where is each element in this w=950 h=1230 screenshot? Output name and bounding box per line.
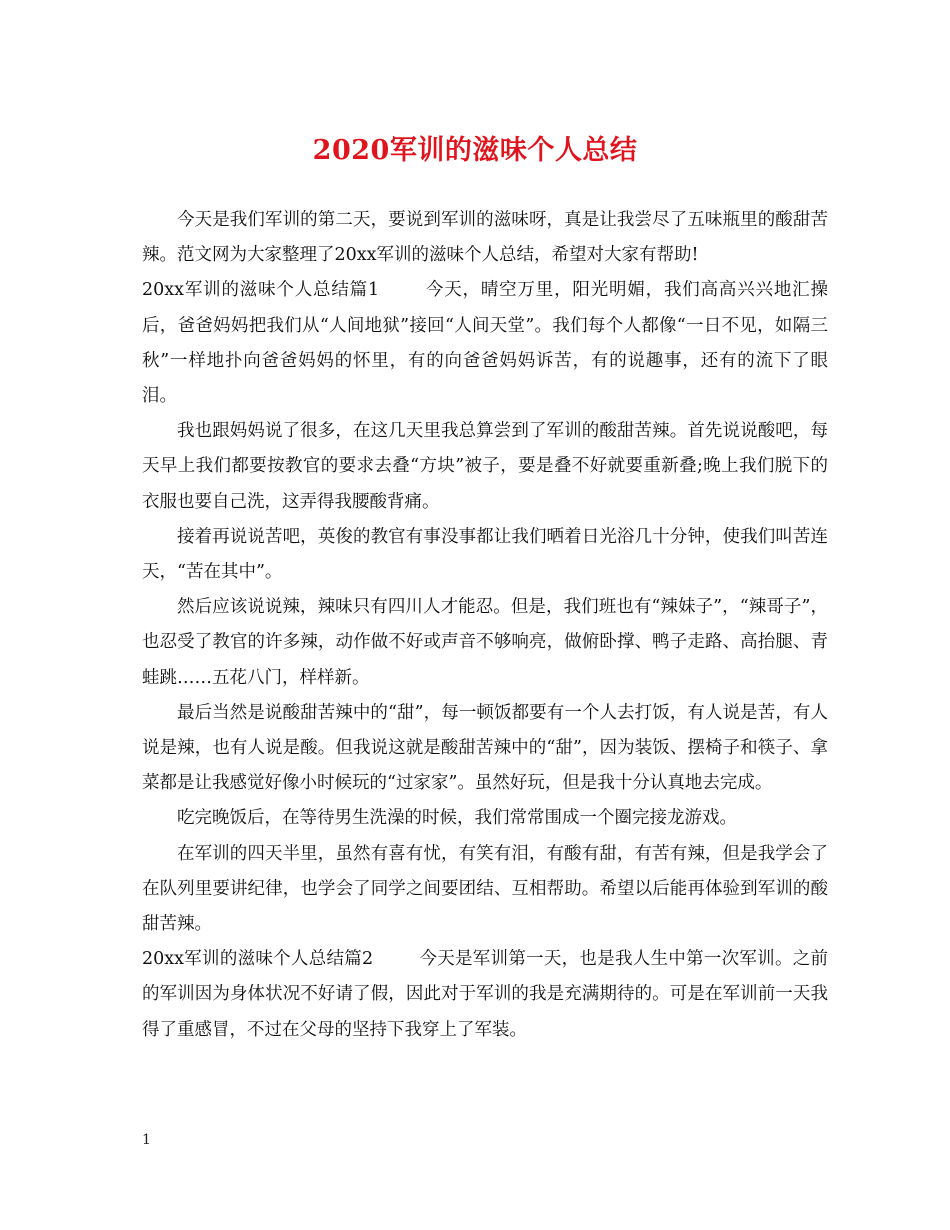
paragraph [142, 942, 828, 1048]
paragraph [142, 801, 828, 836]
paragraph [142, 590, 828, 696]
page-number: 1 [142, 1132, 151, 1148]
document-body [142, 203, 828, 1048]
paragraph-text: 在军训的四天半里，虽然有喜有忧，有笑有泪，有酸有甜，有苦有辣，但是我学会了在队列里要讲纪律，也学会了同学之间要团结、互相帮助。希望以后能再体验到军训的酸甜苦辣。 [142, 843, 828, 935]
document-title: 2020军训的滋味个人总结 [312, 135, 638, 166]
paragraph [142, 273, 828, 414]
paragraph [142, 837, 828, 943]
paragraph-text: 今天是军训第一天，也是我人生中第一次军训。之前的军训因为身体状况不好请了假，因此对于军训的我是充满期待的。可是在军训前一天我得了重感冒，不过在父母的坚持下我穿上了军装。 [142, 949, 829, 1040]
paragraph [142, 696, 828, 802]
paragraph [142, 414, 828, 520]
paragraph-text: 今天，晴空万里，阳光明媚，我们高高兴兴地汇操后，爸爸妈妈把我们从“人间地狱”接回“人间天堂”。我们每个人都像“一日不见，如隔三秋”一样地扑向爸爸妈妈的怀里，有的向爸爸妈妈诉苦，有的说趣事，还有的流下了眼泪。 [142, 280, 828, 407]
paragraph-text: 然后应该说说辣，辣味只有四川人才能忍。但是，我们班也有“辣妹子”，“辣哥子”，也忍受了教官的许多辣，动作做不好或声音不够响亮，做俯卧撑、鸭子走路、高抬腿、青蛙跳……五花八门，样样新。 [142, 597, 828, 688]
paragraph [142, 203, 828, 273]
paragraph-text: 今天是我们军训的第二天，要说到军训的滋味呀，真是让我尝尽了五味瓶里的酸甜苦辣。范文网为大家整理了20xx军训的滋味个人总结，希望对大家有帮助! [142, 210, 828, 266]
section-heading: 20xx军训的滋味个人总结篇2 [142, 949, 374, 970]
paragraph-text: 最后当然是说酸甜苦辣中的“甜”，每一顿饭都要有一个人去打饭，有人说是苦，有人说是辣，也有人说是酸。但我说这就是酸甜苦辣中的“甜”，因为装饭、摆椅子和筷子、拿菜都是让我感觉好像小时候玩的“过家家”。虽然好玩，但是我十分认真地去完成。 [142, 702, 828, 794]
paragraph-text: 接着再说说苦吧，英俊的教官有事没事都让我们晒着日光浴几十分钟，使我们叫苦连天，“苦在其中”。 [142, 526, 828, 583]
paragraph-text: 吃完晚饭后，在等待男生洗澡的时候，我们常常围成一个圈完接龙游戏。 [177, 808, 737, 829]
paragraph-text: 我也跟妈妈说了很多，在这几天里我总算尝到了军训的酸甜苦辣。首先说说酸吧，每天早上我们都要按教官的要求去叠“方块”被子，要是叠不好就要重新叠;晚上我们脱下的衣服也要自己洗，这弄得我腰酸背痛。 [142, 421, 828, 512]
paragraph [142, 520, 828, 590]
section-heading: 20xx军训的滋味个人总结篇1 [142, 280, 380, 301]
